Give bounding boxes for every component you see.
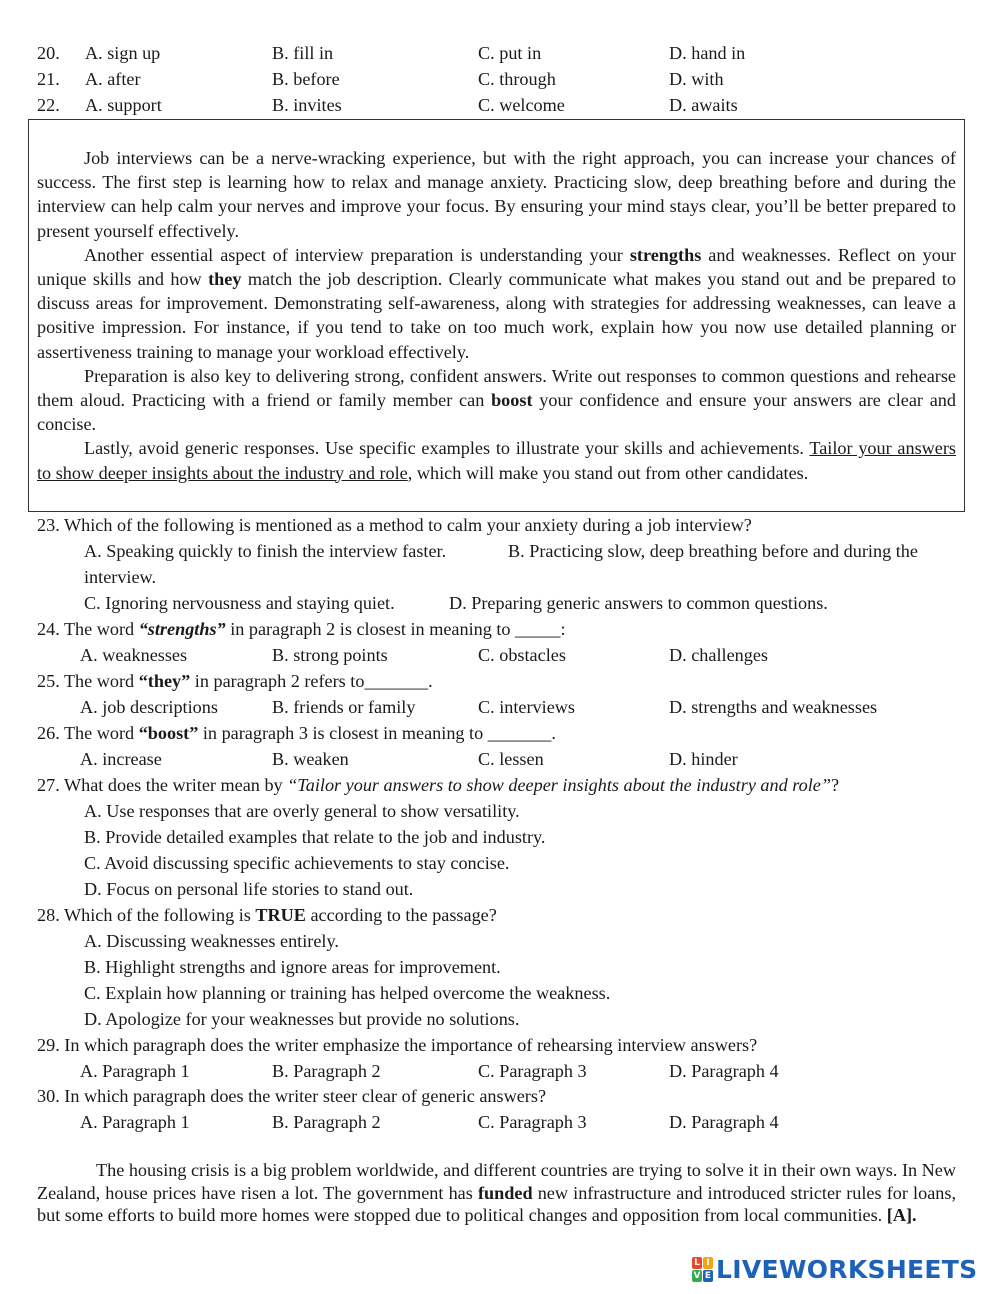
question-25-options <box>0 694 1000 720</box>
option-b[interactable]: B. strong points <box>272 645 388 665</box>
question-number: 22. <box>37 95 60 115</box>
question-28-stem <box>37 902 497 928</box>
paragraph-4 <box>37 436 956 484</box>
text: in paragraph 2 is closest in meaning to _____: <box>225 619 566 639</box>
option-a[interactable]: A. weaknesses <box>80 645 188 665</box>
option-b[interactable]: B. Paragraph 2 <box>272 1112 381 1132</box>
logo-tile: I <box>703 1257 713 1269</box>
keyword: TRUE <box>255 905 306 925</box>
question-23-option-c[interactable]: C. Ignoring nervousness and staying quiet. <box>84 593 395 613</box>
option-a[interactable]: A. after <box>85 69 141 89</box>
logo-icon <box>692 1257 713 1282</box>
logo-text: LIVEWORKSHEETS <box>716 1254 978 1284</box>
text: in paragraph 3 is closest in meaning to _______. <box>198 723 556 743</box>
question-28-option-a[interactable]: A. Discussing weaknesses entirely. <box>84 931 339 951</box>
option-c[interactable]: C. lessen <box>478 749 544 769</box>
option-b[interactable]: B. weaken <box>272 749 349 769</box>
keyword: “they” <box>138 671 191 691</box>
question-23-option-a[interactable]: A. Speaking quickly to finish the interview faster. <box>84 541 447 561</box>
option-b[interactable]: B. Paragraph 2 <box>272 1061 381 1081</box>
paragraph-2 <box>37 243 956 364</box>
keyword-funded: funded <box>477 1182 533 1203</box>
option-d[interactable]: D. challenges <box>669 645 768 665</box>
keyword-they: they <box>208 269 242 290</box>
option-c[interactable]: C. Paragraph 3 <box>478 1112 587 1132</box>
question-23-option-b[interactable]: B. Practicing slow, deep breathing before and during the <box>508 541 918 561</box>
text: match the job description. Clearly communicate what makes you stand out and be prepared to discuss areas for improvement. Demonstrating self-awareness, along with strategies for addressing weaknesses, can leave a positive impression. For instance, if you tend to take on too much work, explain how you now use detailed planning or assertiveness training to manage your workload effectively. <box>37 269 956 362</box>
option-c[interactable]: C. through <box>478 69 556 89</box>
question-23-option-b-cont[interactable]: interview. <box>84 567 157 587</box>
text: your confidence and ensure your answers are clear and concise. <box>37 390 956 435</box>
paragraph-1: Job interviews can be a nerve-wracking experience, but with the right approach, you can increase your chances of success. The first step is learning how to relax and manage anxiety. Practicing slow, deep breathing before and during the interview can help calm your nerves and improve your focus. By ensuring your mind stays clear, you’ll be better prepared to present yourself effectively. <box>37 148 956 241</box>
logo-tile: L <box>692 1257 702 1269</box>
option-row-21 <box>0 66 1000 92</box>
keyword: “strengths” <box>138 619 226 639</box>
text: Another essential aspect of interview preparation is understanding your <box>84 244 630 265</box>
text: 25. The word <box>37 671 139 691</box>
option-c[interactable]: C. put in <box>478 43 542 63</box>
option-row-22 <box>0 92 1000 118</box>
question-23-option-d[interactable]: D. Preparing generic answers to common questions. <box>449 593 828 613</box>
quoted-phrase: “Tailor your answers to show deeper insights about the industry and role” <box>287 775 831 795</box>
question-25-stem <box>37 668 433 694</box>
underlined-phrase: Tailor your answers to show deeper insights about the industry and role <box>37 438 957 483</box>
text: Preparation is also key to delivering strong, confident answers. Write out responses to common questions and rehearse them aloud. Practicing with a friend or family member can <box>37 365 956 411</box>
option-d[interactable]: D. hinder <box>669 749 738 769</box>
option-c[interactable]: C. interviews <box>478 697 575 717</box>
question-26-stem <box>37 720 556 746</box>
keyword-strengths: strengths <box>629 244 702 265</box>
reading-passage <box>37 146 956 485</box>
keyword: “boost” <box>138 723 199 743</box>
liveworksheets-logo <box>692 1253 977 1285</box>
option-b[interactable]: B. before <box>272 69 340 89</box>
option-c[interactable]: C. welcome <box>478 95 565 115</box>
text: ? <box>831 775 840 795</box>
text: 26. The word <box>37 723 139 743</box>
option-d[interactable]: D. Paragraph 4 <box>669 1061 779 1081</box>
option-b[interactable]: B. invites <box>272 95 342 115</box>
question-27-option-a[interactable]: A. Use responses that are overly general to show versatility. <box>84 801 520 821</box>
question-24-options <box>0 642 1000 668</box>
option-d[interactable]: D. awaits <box>669 95 738 115</box>
logo-tile: V <box>693 1270 701 1281</box>
text: in paragraph 2 refers to_______. <box>190 671 433 691</box>
text: Lastly, avoid generic responses. Use specific examples to illustrate your skills and achievements. <box>84 438 810 459</box>
keyword-boost: boost <box>491 390 533 411</box>
option-c[interactable]: C. Paragraph 3 <box>478 1061 587 1081</box>
question-28-option-c[interactable]: C. Explain how planning or training has helped overcome the weakness. <box>84 983 611 1003</box>
text: 27. What does the writer mean by <box>37 775 288 795</box>
option-a[interactable]: A. support <box>85 95 162 115</box>
question-30-stem: 30. In which paragraph does the writer steer clear of generic answers? <box>37 1086 547 1106</box>
option-a[interactable]: A. job descriptions <box>80 697 218 717</box>
text: , which will make you stand out from other candidates. <box>407 462 809 483</box>
option-a[interactable]: A. sign up <box>85 43 161 63</box>
question-number: 21. <box>37 69 60 89</box>
option-a[interactable]: A. Paragraph 1 <box>80 1061 190 1081</box>
text: The housing crisis is a big problem worldwide, and different countries are trying to solve it in their own ways. In New Zealand, house prices have risen a lot. The government has <box>37 1160 956 1203</box>
question-30-options <box>0 1109 1000 1135</box>
question-23-stem: 23. Which of the following is mentioned as a method to calm your anxiety during a job interview? <box>37 515 752 535</box>
option-d[interactable]: D. Paragraph 4 <box>669 1112 779 1132</box>
option-b[interactable]: B. fill in <box>272 43 334 63</box>
question-27-option-c[interactable]: C. Avoid discussing specific achievements to stay concise. <box>84 853 510 873</box>
question-26-options <box>0 746 1000 772</box>
question-27-option-b[interactable]: B. Provide detailed examples that relate to the job and industry. <box>84 827 546 847</box>
question-28-option-d[interactable]: D. Apologize for your weaknesses but provide no solutions. <box>84 1009 520 1029</box>
housing-passage <box>37 1159 956 1227</box>
question-24-stem <box>37 616 566 642</box>
logo-tile: E <box>704 1270 712 1281</box>
housing-paragraph <box>37 1159 956 1227</box>
option-b[interactable]: B. friends or family <box>272 697 416 717</box>
question-29-stem: 29. In which paragraph does the writer emphasize the importance of rehearsing interview answers? <box>37 1035 758 1055</box>
text: and weaknesses. Reflect on your unique skills and how <box>37 244 956 290</box>
question-number: 20. <box>37 43 60 63</box>
option-c[interactable]: C. obstacles <box>478 645 566 665</box>
text: new infrastructure and introduced stricter rules for loans, but some efforts to build more homes were stopped due to political changes and opposition from local communities. <box>37 1182 956 1225</box>
option-a[interactable]: A. increase <box>80 749 162 769</box>
insertion-marker: [A]. <box>886 1205 917 1225</box>
text: according to the passage? <box>305 905 497 925</box>
text: 28. Which of the following is <box>37 905 256 925</box>
question-29-options <box>0 1058 1000 1084</box>
question-28-option-b[interactable]: B. Highlight strengths and ignore areas for improvement. <box>84 957 501 977</box>
option-d[interactable]: D. strengths and weaknesses <box>669 697 878 717</box>
question-27-stem <box>37 772 839 798</box>
text: 24. The word <box>37 619 139 639</box>
option-d[interactable]: D. with <box>669 69 724 89</box>
paragraph-3 <box>37 364 956 437</box>
option-a[interactable]: A. Paragraph 1 <box>80 1112 190 1132</box>
option-row-20 <box>0 40 1000 66</box>
question-27-option-d[interactable]: D. Focus on personal life stories to stand out. <box>84 879 414 899</box>
option-d[interactable]: D. hand in <box>669 43 746 63</box>
